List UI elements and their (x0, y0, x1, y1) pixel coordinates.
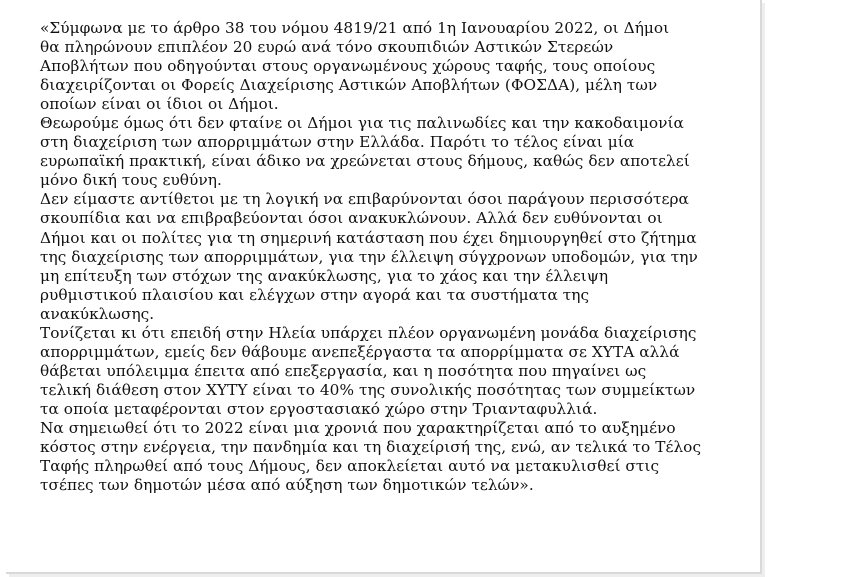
text-line: τελική διάθεση στον ΧΥΤΥ είναι το 40% της συνολικής ποσότητας των συμμείκτων (40, 380, 696, 399)
text-line: θα πληρώνουν επιπλέον 20 ευρώ ανά τόνο σκουπιδιών Αστικών Στερεών (40, 38, 614, 57)
text-line: στη διαχείριση των απορριμμάτων στην Ελλάδα. Παρότι το τέλος είναι μία (40, 133, 635, 152)
text-line: θάβεται υπόλειμμα έπειτα από επεξεργασία, και η ποσότητα που πηγαίνει ως (40, 361, 647, 380)
document-text-block (40, 19, 760, 495)
text-line: μόνο δική τους ευθύνη. (40, 171, 222, 190)
text-line: απορριμμάτων, εμείς δεν θάβουμε ανεπεξέργαστα τα απορρίμματα σε ΧΥΤΑ αλλά (40, 342, 680, 361)
text-line: ρυθμιστικού πλαισίου και ελέγχων στην αγορά και τα συστήματα της (40, 285, 590, 304)
text-line: οποίων είναι οι ίδιοι οι Δήμοι. (40, 95, 279, 114)
document-page (6, 0, 762, 574)
text-line: Δεν είμαστε αντίθετοι με τη λογική να επιβαρύνονται όσοι παράγουν περισσότερα (40, 190, 689, 209)
text-line: κόστος στην ενέργεια, την πανδημία και τη διαχείρισή της, ενώ, αν τελικά το Τέλος (40, 438, 702, 457)
text-line: τσέπες των δημοτών μέσα από αύξηση των δημοτικών τελών». (40, 476, 534, 495)
text-line: ευρωπαϊκή πρακτική, είναι άδικο να χρεώνεται στους δήμους, καθώς δεν αποτελεί (40, 152, 690, 171)
text-line: τα οποία μεταφέρονται στον εργοστασιακό χώρο στην Τριανταφυλλιά. (40, 399, 598, 418)
text-line: Δήμοι και οι πολίτες για τη σημερινή κατάσταση που έχει δημιουργηθεί στο ζήτημα (40, 228, 697, 247)
text-line: μη επίτευξη των στόχων της ανακύκλωσης, για το χάος και την έλλειψη (40, 266, 609, 285)
text-line: της διαχείρισης των απορριμμάτων, για την έλλειψη σύγχρονων υποδομών, για την (40, 247, 698, 266)
text-line: «Σύμφωνα με το άρθρο 38 του νόμου 4819/21 από 1η Ιανουαρίου 2022, οι Δήμοι (40, 19, 670, 37)
text-line: σκουπίδια και να επιβραβεύονται όσοι ανακυκλώνουν. Αλλά δεν ευθύνονται οι (40, 209, 663, 228)
text-line: Τονίζεται κι ότι επειδή στην Ηλεία υπάρχει πλέον οργανωμένη μονάδα διαχείρισης (40, 323, 697, 342)
text-line: ανακύκλωσης. (40, 304, 155, 323)
text-line: Να σημειωθεί ότι το 2022 είναι μια χρονιά που χαρακτηρίζεται από το αυξημένο (40, 418, 676, 437)
text-line: διαχειρίζονται οι Φορείς Διαχείρισης Αστικών Αποβλήτων (ΦΟΣΔΑ), μέλη των (40, 76, 658, 95)
text-line: Θεωρούμε όμως ότι δεν φταίνε οι Δήμοι για τις παλινωδίες και την κακοδαιμονία (40, 114, 684, 133)
text-line: Ταφής πληρωθεί από τους Δήμους, δεν αποκλείεται αυτό να μετακυλισθεί στις (40, 457, 660, 476)
text-line: Αποβλήτων που οδηγούνται στους οργανωμένους χώρους ταφής, τους οποίους (40, 57, 656, 76)
